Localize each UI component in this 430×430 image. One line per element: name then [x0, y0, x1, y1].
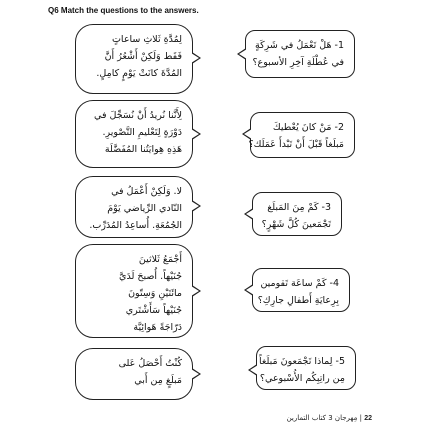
title-text: Match the questions to the answers. [60, 6, 199, 15]
question-bubble: 1- هَلْ تَعْمَلُ في شَرِكَةٍ في عُطْلَةِ آخِرِ الأسبوع؟ [245, 30, 355, 78]
question-bubble: 3- كَمْ مِنَ المَبلَغ تَجْمَعينَ كُلَّ شَهْرٍ؟ [252, 192, 342, 236]
question-bubble: 2- مَنْ كانَ يُعْطيكَ مَبلَغاً قَبْلَ أَنْ تَبْدأَ عَمَلَك؟ [250, 112, 355, 158]
page-footer [287, 414, 372, 422]
answer-bubble: أَجْمَعُ ثَلاثينَ جُنَيْهاً. أُصبحَ لَدَيَّ مائَتَيْنِ وَسِتّونَ جُنَيْهاً سَأَشْتَري دَرّاجَةً هَوائِيَّة [75, 244, 193, 338]
footer-separator: | [359, 414, 362, 422]
answer-bubble: لِمُدَّةِ ثَلاثِ ساعاتٍ فَقَط وَلَكِنْ أَشْعُرُ أَنَّ المُدَّةَ كانَتْ يَوْمٍ كامِلٍ. [75, 24, 193, 94]
answer-bubble: لِأَنَّنا نُريدُ أَنْ نُسَجِّلَ في دَوْرَةٍ لِتَعْليمِ التَّصْويرِ. هَذِهِ هِوايَتُنا المُفَضَّلَة [75, 100, 193, 168]
question-number: Q6 [48, 6, 59, 15]
page-number: 22 [364, 415, 372, 422]
question-bubble: 5- لِماذا تَجْمَعونَ مَبلَغاً مِن راتِبِكُم الأُسْبوعي؟ [256, 346, 356, 390]
question-bubble: 4- كَمْ ساعَة تَقومين بِرِعايَةِ أَطفالِ جارِكِ؟ [252, 268, 350, 312]
book-title: مِهرجان 3 كتاب التمارين [286, 414, 358, 422]
answer-bubble: لا. وَلَكِنْ أَعْمَلُ في النّادي الرِّياضي يَوْمَ الجُمُعَةِ. أُساعِدُ المُدَرِّب. [75, 176, 193, 238]
exercise-title [48, 6, 199, 15]
answer-bubble: كُنْتُ أَحْصَلُ عَلى مَبلَغٍ مِن أَبي [75, 348, 193, 400]
